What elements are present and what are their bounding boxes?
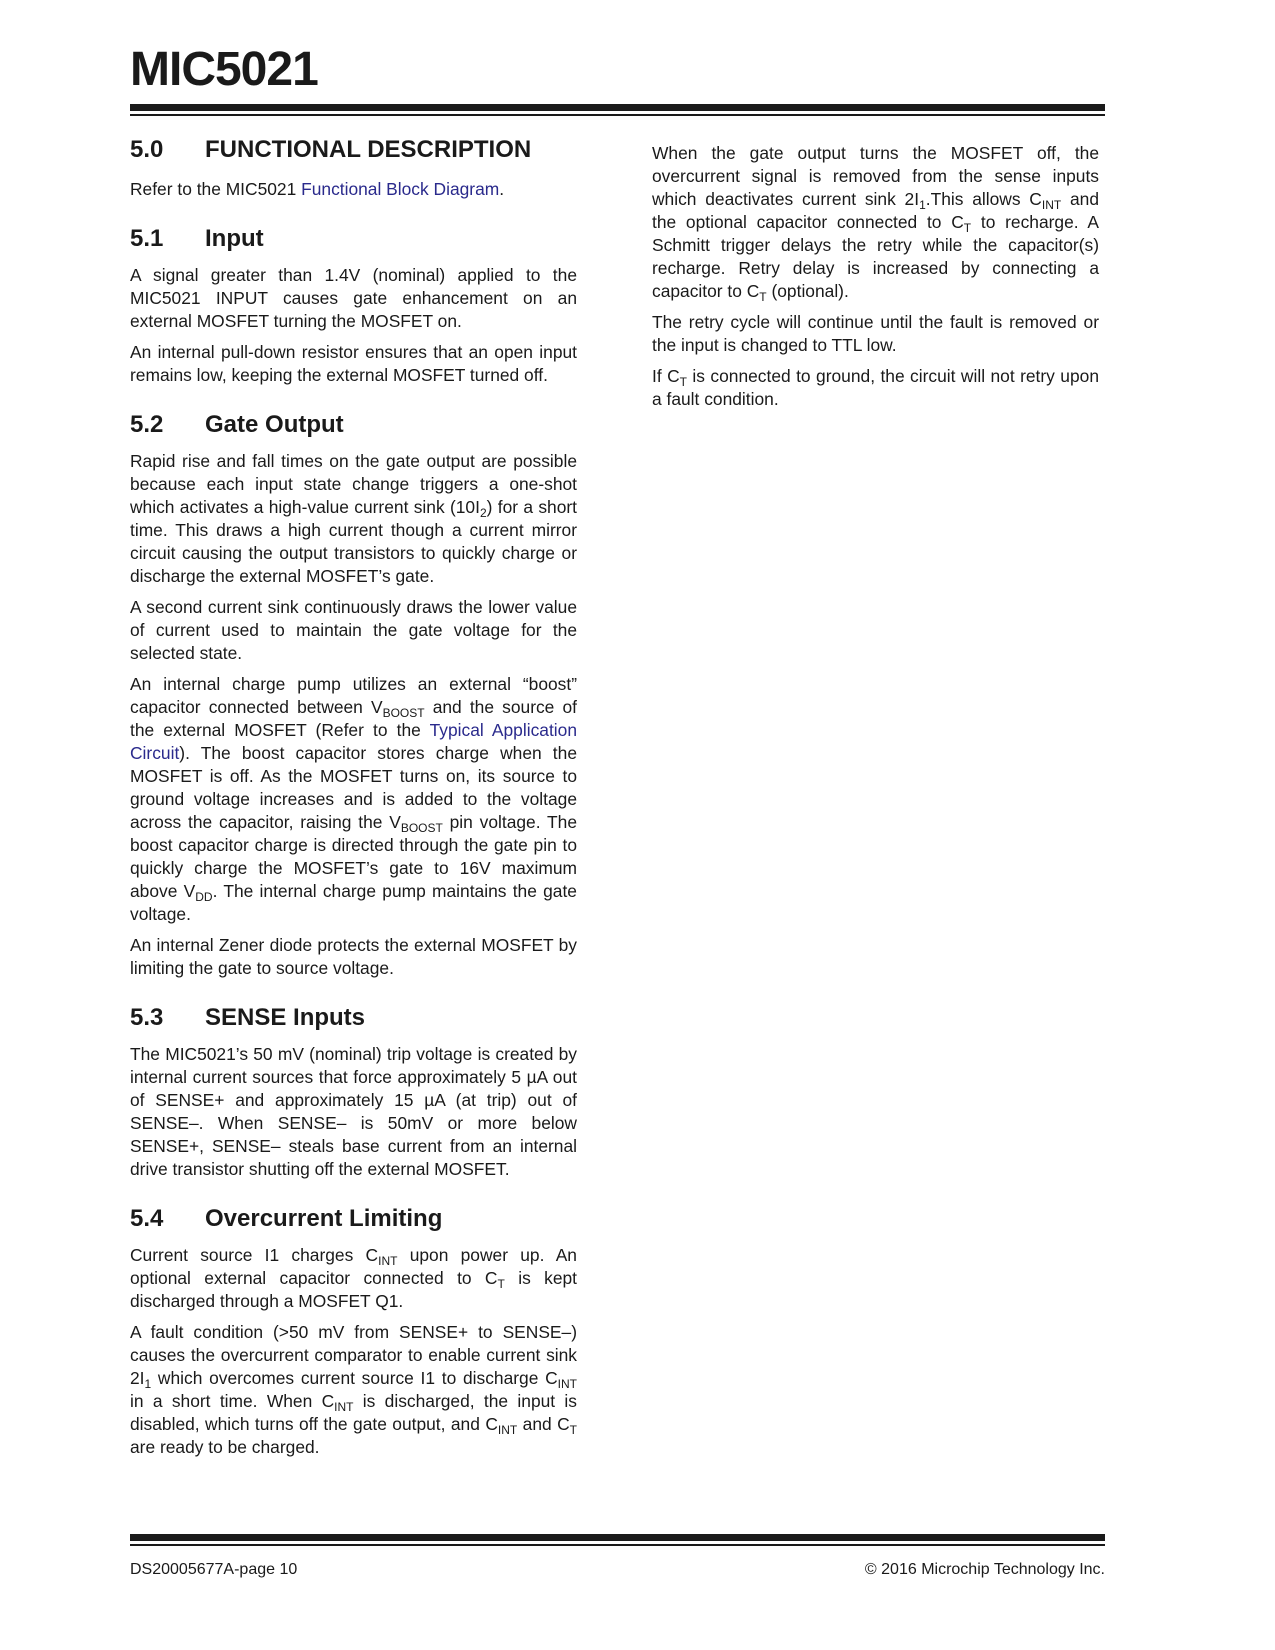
section-title: FUNCTIONAL DESCRIPTION (205, 136, 532, 163)
paragraph: When the gate output turns the MOSFET off, the overcurrent signal is removed from the sense inputs which deactivates current sink $2I_1.This$ allows $C_{INT}$ and the optional capacitor connected to $C_T$ to recharge. A Schmitt trigger delays the retry while the capacitor(s) recharge. Retry delay is increased by connecting a capacitor to $C_T$ (optional). (652, 143, 1099, 304)
paragraph: The retry cycle will continue until the fault is removed or the input is changed to TTL low. (652, 312, 1099, 355)
section-number: 5.1 (130, 225, 164, 252)
paragraph: If $C_T$ is connected to ground, the circuit will not retry upon a fault condition. (652, 366, 1099, 409)
footer-rule-thin (130, 1544, 1105, 1546)
footer-rule-thick (130, 1534, 1105, 1541)
footer-doc-id: DS20005677A-page 10 (130, 1561, 298, 1578)
functional-block-diagram-link[interactable]: Functional Block Diagram (301, 179, 500, 199)
section-title: Gate Output (205, 411, 344, 438)
section-number: 5.3 (130, 1004, 164, 1031)
paragraph: Current source I1 charges $C_{INT}$ upon power up. An optional external capacitor connected to $C_T$ is kept discharged through a MOSFET Q1. (130, 1245, 578, 1311)
paragraph: An internal pull-down resistor ensures that an open input remains low, keeping the external MOSFET turned off. (130, 342, 577, 385)
section-heading-5-4 (130, 1205, 577, 1233)
section-title: SENSE Inputs (205, 1004, 366, 1031)
paragraph: Rapid rise and fall times on the gate output are possible because each input state change triggers a one-shot which activates a high-value current sink $(10I_2)$ for a short time. This draws a high current though a current mirror circuit causing the output transistors to quickly charge or discharge the external MOSFET’s gate. (130, 451, 577, 586)
paragraph: A second current sink continuously draws the lower value of current used to maintain the gate voltage for the selected state. (130, 597, 577, 663)
section-heading-5-1 (130, 225, 577, 253)
document-title: MIC5021 (130, 43, 318, 96)
section-number: 5.2 (130, 411, 164, 438)
section-number: 5.0 (130, 136, 164, 163)
section-number: 5.4 (130, 1205, 164, 1232)
paragraph: A fault condition (>50 mV from SENSE+ to SENSE–) causes the overcurrent comparator to enable current sink $2I_1$ which overcomes current source I1 to discharge $C_{INT}$ in a short time. When $C_{INT}$ is discharged, the input is disabled, which turns off the gate output, and $C_{INT}$ and $C_T$ are ready to be charged. (130, 1322, 577, 1457)
paragraph: Refer to the MIC5021 Functional Block Diagram. (130, 179, 505, 199)
paragraph: A signal greater than 1.4V (nominal) applied to the MIC5021 INPUT causes gate enhancement on an external MOSFET turning the MOSFET on. (130, 265, 577, 331)
left-column (130, 136, 577, 1459)
paragraph: An internal Zener diode protects the external MOSFET by limiting the gate to source voltage. (130, 935, 577, 978)
section-heading-5-0 (130, 136, 577, 164)
header-rule-thin (130, 114, 1105, 116)
paragraph: An internal charge pump utilizes an external “boost” capacitor connected between $V_{BOOST}$ and the source of the external MOSFET (Refer to the Typical Application Circuit). The boost capacitor stores charge when the MOSFET is off. As the MOSFET turns on, its source to ground voltage increases and is added to the voltage across the capacitor, raising the $V_{BOOST}$ pin voltage. The boost capacitor charge is directed through the gate pin to quickly charge the MOSFET’s gate to 16V maximum above $V_{DD}$. The internal charge pump maintains the gate voltage. (130, 674, 578, 924)
section-title: Overcurrent Limiting (205, 1205, 443, 1232)
paragraph: The MIC5021’s 50 mV (nominal) trip voltage is created by internal current sources that force approximately 5 µA out of SENSE+ and approximately 15 µA (at trip) out of SENSE–. When SENSE– is 50mV or more below SENSE+, SENSE– steals base current from an internal drive transistor shutting off the external MOSFET. (130, 1044, 577, 1179)
right-column (652, 142, 1099, 411)
footer-copyright: © 2016 Microchip Technology Inc. (864, 1561, 1105, 1578)
section-title: Input (205, 225, 264, 252)
typical-application-circuit-link[interactable]: Typical Application Circuit (130, 720, 577, 763)
section-heading-5-3 (130, 1004, 577, 1032)
section-heading-5-2 (130, 411, 577, 439)
header-rule-thick (130, 104, 1105, 111)
